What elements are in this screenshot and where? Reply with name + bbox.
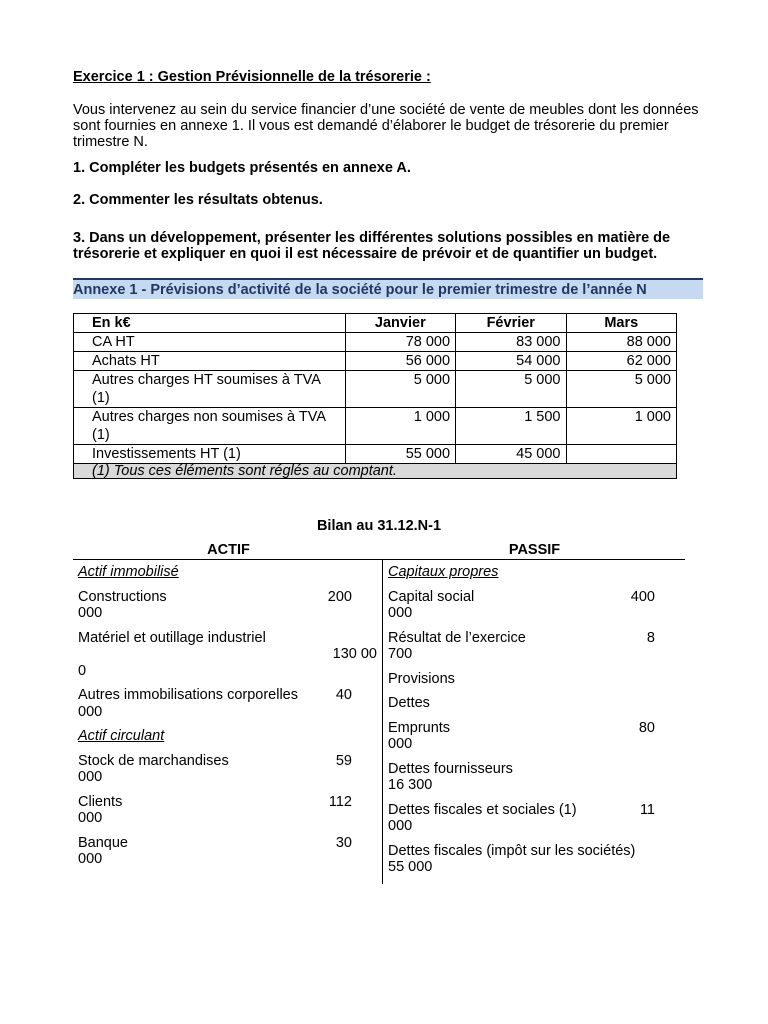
item-amount-wrap: 0 <box>78 662 87 679</box>
header-unit: En k€ <box>74 314 346 333</box>
list-item <box>73 687 382 720</box>
question-2: 2. Commenter les résultats obtenus. <box>73 192 323 208</box>
forecast-table <box>73 313 677 479</box>
balance-sheet <box>73 541 685 884</box>
item-amount-wrap: 55 000 <box>388 859 433 875</box>
item-label: Capital social <box>388 588 475 605</box>
cell-february: 83 000 <box>456 333 566 352</box>
row-label: Achats HT <box>74 352 346 371</box>
question-3: 3. Dans un développement, présenter les différentes solutions possibles en matière de trésorerie et expliquer en quoi il est nécessaire de prévoir et de quantifier un budget. <box>73 230 671 262</box>
cell-march: 62 000 <box>566 352 677 371</box>
table-row <box>74 445 677 464</box>
item-label: Dettes fiscales et sociales (1) <box>388 801 577 818</box>
item-label: Emprunts <box>388 719 451 736</box>
list-item <box>73 794 382 827</box>
item-amount: 11 <box>639 801 655 818</box>
item-amount-wrap: 000 <box>78 769 103 785</box>
cell-march: 5 000 <box>566 371 677 408</box>
table-row <box>74 408 677 445</box>
actif-column <box>73 560 383 884</box>
cell-february: 1 500 <box>456 408 566 445</box>
actif-circulant-label: Actif circulant <box>78 728 165 744</box>
list-item <box>388 589 685 622</box>
cell-march: 1 000 <box>566 408 677 445</box>
annex-1-heading: Annexe 1 - Prévisions d’activité de la société pour le premier trimestre de l’année N <box>73 278 703 299</box>
header-february: Février <box>456 314 566 333</box>
passif-column <box>383 560 685 884</box>
item-amount: 8 <box>646 629 655 646</box>
item-label: Constructions <box>78 588 167 605</box>
list-item <box>388 630 685 663</box>
cell-january: 5 000 <box>345 371 455 408</box>
item-amount-wrap: 000 <box>78 605 103 621</box>
list-item <box>388 843 685 876</box>
document-page <box>73 68 705 884</box>
row-label: Autres charges HT soumises à TVA (1) <box>74 371 346 408</box>
balance-sheet-title: Bilan au 31.12.N-1 <box>316 518 442 534</box>
exercise-intro: Vous intervenez au sein du service financier d’une société de vente de meubles dont les données sont fournies en annexe 1. Il vous est demandé d’élaborer le budget de trésorerie du premier trimestre N. <box>73 102 699 150</box>
item-label: Résultat de l’exercice <box>388 629 526 646</box>
item-amount: 112 <box>328 793 352 810</box>
list-item <box>73 753 382 786</box>
capitaux-propres-label: Capitaux propres <box>388 564 499 580</box>
item-label: Matériel et outillage industriel <box>78 629 266 646</box>
forecast-header-row <box>74 314 677 333</box>
header-march: Mars <box>566 314 677 333</box>
item-amount-wrap: 700 <box>388 646 413 662</box>
cell-january: 1 000 <box>345 408 455 445</box>
item-amount: 130 00 <box>332 646 377 662</box>
item-amount-wrap: 000 <box>78 810 103 826</box>
list-item <box>388 802 685 835</box>
list-item <box>388 720 685 753</box>
cell-february: 45 000 <box>456 445 566 464</box>
balance-sheet-header <box>73 541 685 559</box>
cell-january: 56 000 <box>345 352 455 371</box>
item-amount-wrap: 16 300 <box>388 777 433 793</box>
item-amount: 30 <box>335 834 352 851</box>
row-label: CA HT <box>74 333 346 352</box>
item-amount-wrap: 000 <box>388 736 413 752</box>
item-amount-wrap: 000 <box>78 703 103 720</box>
item-label: Stock de marchandises <box>78 752 229 769</box>
item-amount: 40 <box>335 687 352 703</box>
list-item <box>73 630 382 680</box>
cell-march <box>566 445 677 464</box>
cell-january: 78 000 <box>345 333 455 352</box>
table-note: (1) Tous ces éléments sont réglés au comptant. <box>74 464 677 479</box>
cell-february: 5 000 <box>456 371 566 408</box>
row-label: Autres charges non soumises à TVA (1) <box>74 408 346 445</box>
cell-march: 88 000 <box>566 333 677 352</box>
item-amount: 80 <box>638 719 655 736</box>
passif-header: PASSIF <box>508 542 561 558</box>
cell-january: 55 000 <box>345 445 455 464</box>
list-item <box>388 761 685 794</box>
item-amount: 400 <box>630 588 655 605</box>
item-label: Autres immobilisations corporelles <box>78 687 298 703</box>
table-row <box>74 371 677 408</box>
item-amount: 200 <box>327 588 352 605</box>
item-amount-wrap: 000 <box>388 605 413 621</box>
item-amount-wrap: 000 <box>78 851 103 867</box>
header-january: Janvier <box>345 314 455 333</box>
list-item <box>73 835 382 868</box>
row-label: Investissements HT (1) <box>74 445 346 464</box>
list-item <box>73 589 382 622</box>
item-label: Banque <box>78 834 128 851</box>
list-item <box>388 671 685 688</box>
exercise-title: Exercice 1 : Gestion Prévisionnelle de la trésorerie : <box>73 69 431 85</box>
item-label: Dettes <box>388 695 430 711</box>
item-label: Dettes fournisseurs <box>388 760 513 777</box>
table-note-row <box>74 464 677 479</box>
question-1: 1. Compléter les budgets présentés en annexe A. <box>73 160 411 176</box>
item-label: Dettes fiscales (impôt sur les sociétés) <box>388 842 636 859</box>
list-item <box>388 695 685 712</box>
item-amount: 59 <box>335 752 352 769</box>
item-amount-wrap: 000 <box>388 818 413 834</box>
actif-immobilise-label: Actif immobilisé <box>78 564 179 580</box>
item-label: Provisions <box>388 670 455 687</box>
cell-february: 54 000 <box>456 352 566 371</box>
table-row <box>74 333 677 352</box>
item-label: Clients <box>78 793 123 810</box>
actif-header: ACTIF <box>207 542 250 558</box>
table-row <box>74 352 677 371</box>
